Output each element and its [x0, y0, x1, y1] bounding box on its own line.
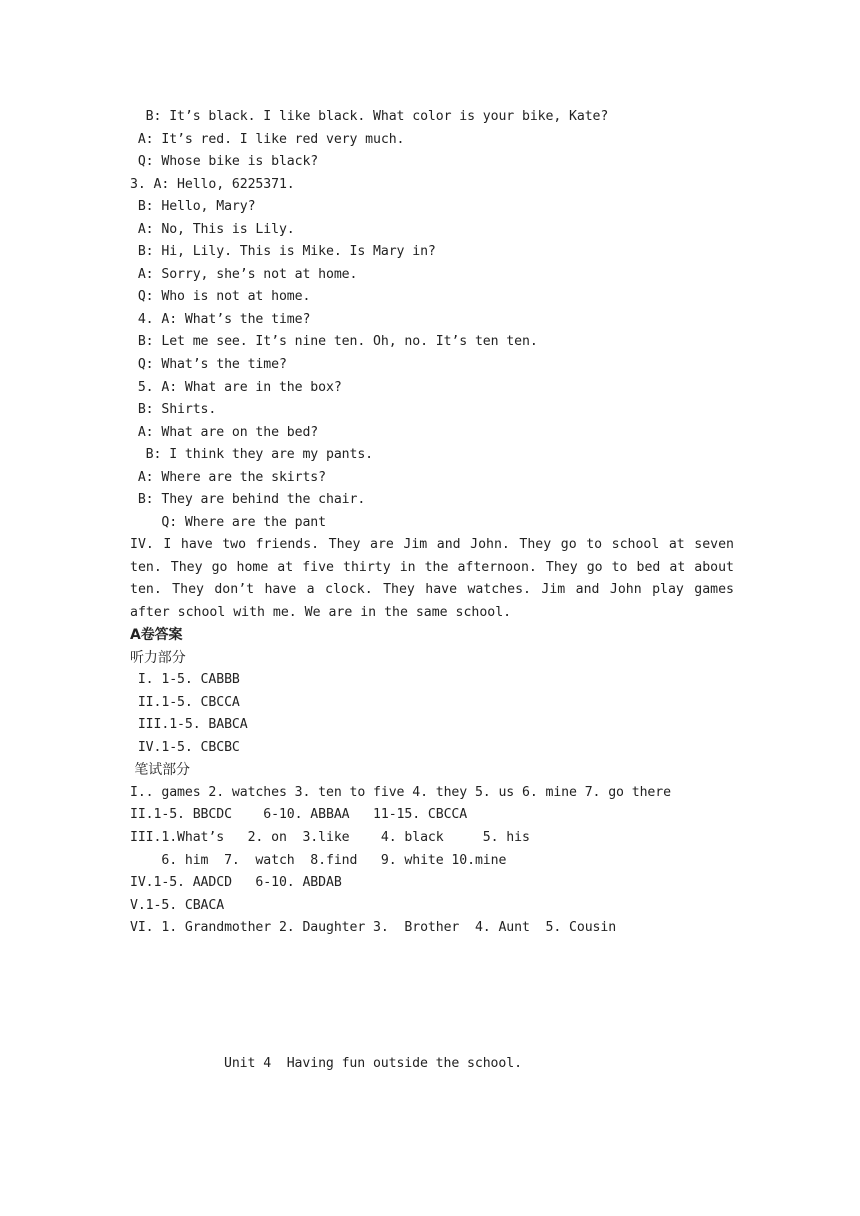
dialogue-line: B: Hello, Mary?	[130, 199, 256, 214]
listening-heading: 听力部分	[130, 650, 186, 666]
dialogue-line: Q: What’s the time?	[130, 357, 287, 372]
written-answer: IV.1-5. AADCD 6-10. ABDAB	[130, 875, 342, 890]
dialogue-line: A: No, This is Lily.	[130, 222, 295, 237]
passage-iv: IV. I have two friends. They are Jim and John. They go to school at seven ten. They go home at five thirty in the afternoon. They go to bed at about ten. They don’t have a clock. They have watches. Jim and John play games after school with me. We are in the same school.	[130, 537, 734, 620]
answers-heading: A卷答案	[130, 627, 183, 643]
written-answer: III.1.What’s 2. on 3.like 4. black 5. his	[130, 830, 530, 845]
dialogue-line: A: Where are the skirts?	[130, 470, 326, 485]
listening-answer: III.1-5. BABCA	[130, 717, 248, 732]
dialogue-line: Q: Whose bike is black?	[130, 154, 319, 169]
dialogue-line: 5. A: What are in the box?	[130, 380, 342, 395]
listening-answer: II.1-5. CBCCA	[130, 695, 240, 710]
unit-title: Unit 4 Having fun outside the school.	[224, 1056, 522, 1071]
written-answer: VI. 1. Grandmother 2. Daughter 3. Brother 4. Aunt 5. Cousin	[130, 920, 617, 935]
written-heading: 笔试部分	[130, 762, 190, 778]
dialogue-line: Q: Who is not at home.	[130, 289, 311, 304]
dialogue-line: B: It’s black. I like black. What color is your bike, Kate?	[130, 109, 609, 124]
listening-answer: IV.1-5. CBCBC	[130, 740, 240, 755]
dialogue-line: 4. A: What’s the time?	[130, 312, 311, 327]
dialogue-line: B: They are behind the chair.	[130, 492, 366, 507]
written-answer: V.1-5. CBACA	[130, 898, 225, 913]
dialogue-line: A: What are on the bed?	[130, 425, 319, 440]
written-answer: II.1-5. BBCDC 6-10. ABBAA 11-15. CBCCA	[130, 807, 468, 822]
dialogue-line: B: Let me see. It’s nine ten. Oh, no. It’s ten ten.	[130, 334, 538, 349]
dialogue-line: A: Sorry, she’s not at home.	[130, 267, 358, 282]
dialogue-line: B: Shirts.	[130, 402, 217, 417]
written-answer: I.. games 2. watches 3. ten to five 4. they 5. us 6. mine 7. go there	[130, 785, 671, 800]
dialogue-line: 3. A: Hello, 6225371.	[130, 177, 295, 192]
listening-answer: I. 1-5. CABBB	[130, 672, 240, 687]
written-answer: 6. him 7. watch 8.find 9. white 10.mine	[130, 853, 507, 868]
dialogue-line: A: It’s red. I like red very much.	[130, 132, 405, 147]
dialogue-line: B: I think they are my pants.	[130, 447, 374, 462]
dialogue-line: B: Hi, Lily. This is Mike. Is Mary in?	[130, 244, 436, 259]
dialogue-line: Q: Where are the pant	[130, 515, 326, 530]
